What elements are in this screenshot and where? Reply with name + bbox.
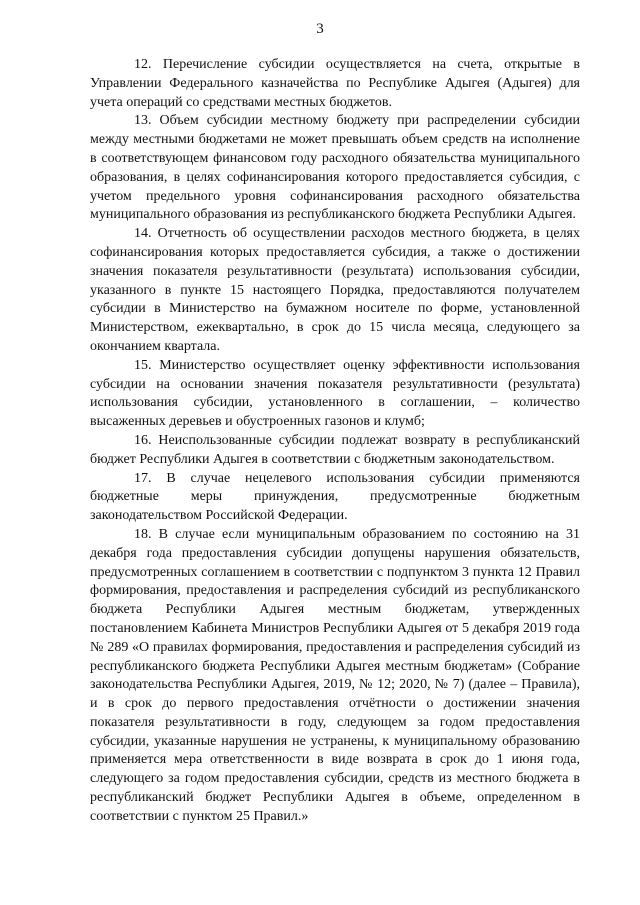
paragraph-14: 14. Отчетность об осуществлении расходов местного бюджета, в целях софинансирования которых предоставляется субсидия, а также о достижении значения показателя результативности (результата) использования субсидии, указанного в пункте 15 настоящего Порядка, предоставляются получателем субсидии в Министерство на бумажном носителе по форме, установленной Министерством, ежеквартально, в срок до 15 числа месяца, следующего за окончанием квартала.: [90, 226, 580, 354]
paragraph-15: 15. Министерство осуществляет оценку эффективности использования субсидии на основании значения показателя результативности (результата) использования субсидии, установленного в соглашении, – количество высаженных деревьев и обустроенных газонов и клумб;: [90, 357, 580, 430]
page-number: 3: [316, 21, 324, 37]
document-body: [90, 56, 580, 827]
paragraph-16: 16. Неиспользованные субсидии подлежат возврату в республиканский бюджет Республики Адыгея в соответствии с бюджетным законодательством.: [90, 432, 580, 467]
paragraph-18: 18. В случае если муниципальным образованием по состоянию на 31 декабря года предоставления субсидии допущены нарушения обязательств, предусмотренных соглашением в соответствии с подпунктом 3 пункта 12 Правил формирования, предоставления и распределения субсидий из республиканского бюджета Республики Адыгея местным бюджетам, утвержденных постановлением Кабинета Министров Республики Адыгея от 5 декабря 2019 года № 289 «О правилах формирования, предоставления и распределения субсидий из республиканского бюджета Республики Адыгея местным бюджетам» (Собрание законодательства Республики Адыгея, 2019, № 12; 2020, № 7) (далее – Правила), и в срок до первого предоставления отчётности о достижении значения показателя результативности в году, следующем за годом предоставления субсидии, указанные нарушения не устранены, к муниципальному образованию применяется мера ответственности в виде возврата в срок до 1 июня года, следующего за годом предоставления субсидии, средств из местного бюджета в республиканский бюджет Республики Адыгея в объеме, определенном в соответствии с пунктом 25 Правил.»: [90, 526, 580, 824]
paragraph-17: 17. В случае нецелевого использования субсидии применяются бюджетные меры принуждения, предусмотренные бюджетным законодательством Российской Федерации.: [90, 470, 580, 524]
paragraph-13: 13. Объем субсидии местному бюджету при распределении субсидии между местными бюджетами не может превышать объем средств на исполнение в соответствующем финансовом году расходного обязательства муниципального образования, в целях софинансирования которого предоставляется субсидия, с учетом предельного уровня софинансирования расходного обязательства муниципального образования из республиканского бюджета Республики Адыгея.: [90, 113, 580, 223]
paragraph-12: 12. Перечисление субсидии осуществляется на счета, открытые в Управлении Федерального казначейства по Республике Адыгея (Адыгея) для учета операций со средствами местных бюджетов.: [90, 57, 580, 110]
